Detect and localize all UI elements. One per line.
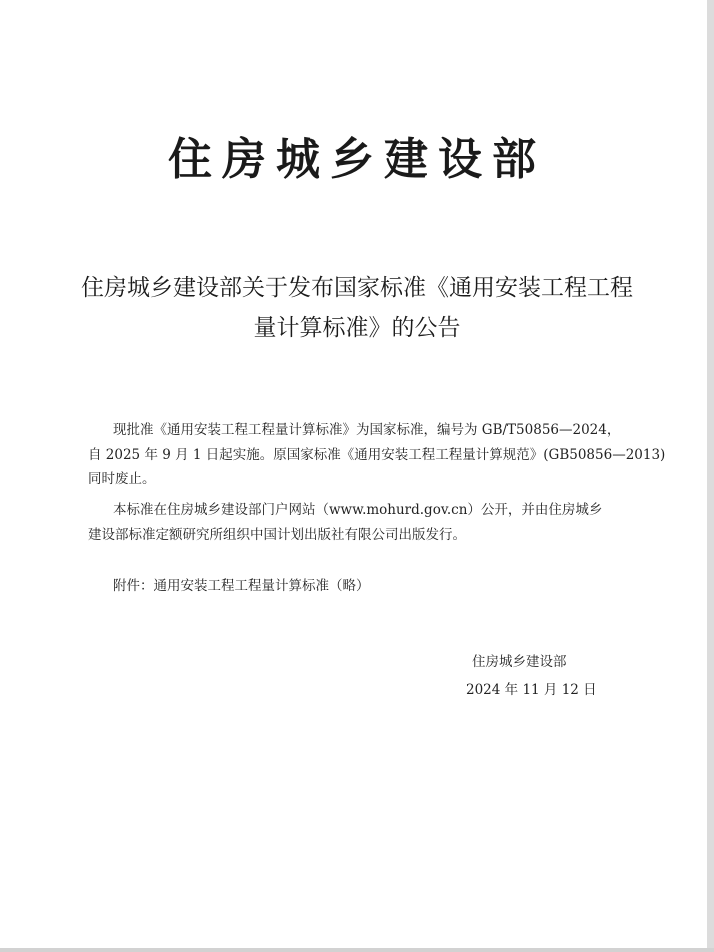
notice-title (70, 268, 644, 348)
viewer-right-edge (707, 0, 714, 952)
paragraph-1-line-1: 现批准《通用安装工程工程量计算标准》为国家标准，编号为 GB/T50856—2024， (113, 422, 621, 438)
paragraph-2-line-1: 本标准在住房城乡建设部门户网站（www.mohurd.gov.cn）公开，并由住房城乡 (113, 502, 603, 518)
paragraph-2-line-2: 建设部标准定额研究所组织中国计划出版社有限公司出版发行。 (88, 527, 466, 543)
issuer-heading: 住房城乡建设部 (168, 134, 546, 185)
notice-title-line-2: 量计算标准》的公告 (253, 315, 461, 341)
signature-date: 2024 年 11 月 12 日 (466, 682, 597, 698)
paragraph-1-line-2: 自 2025 年 9 月 1 日起实施。原国家标准《通用安装工程工程量计算规范》(GB50856—2013) (88, 447, 666, 463)
signature-organization: 住房城乡建设部 (472, 654, 567, 670)
paragraph-1-line-3: 同时废止。 (88, 471, 156, 487)
attachment-note: 附件：通用安装工程工程量计算标准（略） (113, 578, 370, 594)
notice-title-line-1: 住房城乡建设部关于发布国家标准《通用安装工程工程 (81, 275, 633, 301)
viewer-bottom-edge (0, 948, 714, 952)
